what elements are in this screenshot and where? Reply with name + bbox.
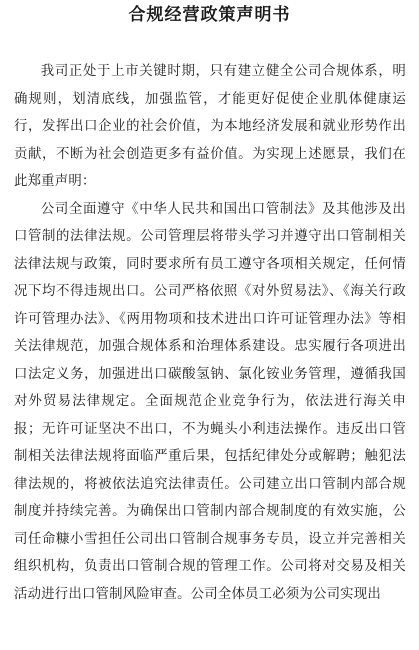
paragraph-intro: 我司正处于上市关键时期，只有建立健全公司合规体系，明确规则，划清底线，加强监管，才能更好促使企业肌体健康运行，发挥出口企业的社会价值，为本地经济发展和就业形势作出贡献，不断为社会创造更多有益价值。为实现上述愿景，我们在此郑重声明： [14,64,406,189]
document-title: 合规经营政策声明书 [128,5,291,25]
paragraph-compliance: 公司全面遵守《中华人民共和国出口管制法》及其他涉及出口管制的法律法规。公司管理层将带头学习并遵守出口管制相关法律法规与政策，同时要求所有员工遵守各项相关规定，任何情况下均不得违规出口。公司严格依照《对外贸易法》、《海关行政许可管理办法》、《两用物项和技术进出口许可证管理办法》等相关法律规范，加强合规体系和治理体系建设。忠实履行各项进出口法定义务，加强进出口碳酸氢钠、氯化铵业务管理，遵循我国对外贸易法律规定。全面规范企业竞争行为，依法进行海关申报；无许可证坚决不出口，不为蝇头小利违法操作。违反出口管制相关法律法规将面临严重后果，包括纪律处分或解聘；触犯法律法规的，将被依法追究法律责任。公司建立出口管制内部合规制度并持续完善。为确保出口管制内部合规制度的有效实施，公司任命糠小雪担任公司出口管制合规事务专员，设立并完善相关组织机构，负责出口管制合规的管理工作。公司将对交易及相关活动进行出口管制风险审查。公司全体员工必须为公司实现出 [14,201,406,602]
document-body [14,58,406,608]
